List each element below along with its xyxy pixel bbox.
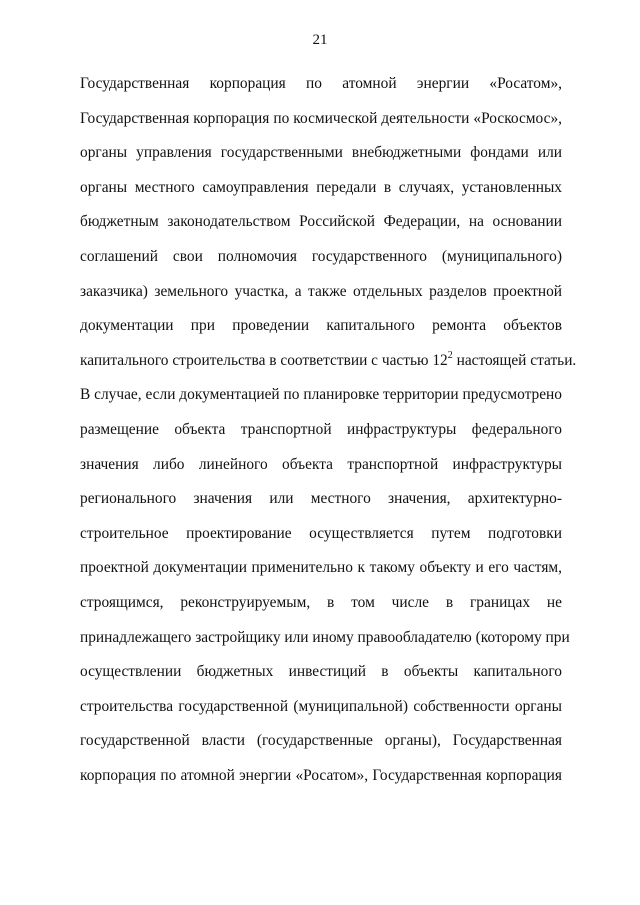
text-line: соглашений свои полномочия государственного (муниципального) bbox=[80, 247, 562, 265]
text-line: регионального значения или местного значения, архитектурно- bbox=[80, 490, 562, 508]
text-line: осуществлении бюджетных инвестиций в объекты капитального bbox=[80, 663, 562, 681]
text-line: строительства государственной (муниципальной) собственности органы bbox=[80, 697, 562, 715]
text-line: размещение объекта транспортной инфраструктуры федерального bbox=[80, 420, 562, 438]
superscript: 2 bbox=[447, 349, 453, 361]
paragraph-first-line: В случае, если документацией по планировке территории предусмотрено bbox=[80, 386, 562, 404]
text-line: Государственная корпорация по атомной энергии «Росатом», bbox=[80, 75, 562, 92]
text-line: строительное проектирование осуществляется путем подготовки bbox=[80, 524, 562, 542]
text-line: значения либо линейного объекта транспортной инфраструктуры bbox=[80, 455, 562, 473]
text-line: принадлежащего застройщику или иному правообладателю (которому при bbox=[80, 628, 570, 646]
body-text bbox=[80, 67, 577, 793]
text-line: проектной документации применительно к такому объекту и его частям, bbox=[80, 559, 562, 577]
text-line: корпорация по атомной энергии «Росатом», Государственная корпорация bbox=[80, 766, 562, 784]
text-segment: настоящей статьи. bbox=[452, 351, 577, 369]
text-line: органы местного самоуправления передали в случаях, установленных bbox=[80, 178, 562, 196]
text-line: заказчика) земельного участка, а также отдельных разделов проектной bbox=[80, 282, 562, 300]
text-line: государственной власти (государственные органы), Государственная bbox=[80, 732, 562, 750]
page-number: 21 bbox=[312, 32, 328, 48]
text-line-with-superscript bbox=[80, 344, 577, 379]
text-line: органы управления государственными внебюджетными фондами или bbox=[80, 144, 562, 162]
text-line: Государственная корпорация по космической деятельности «Роскосмос», bbox=[80, 109, 562, 127]
text-line: документации при проведении капитального ремонта объектов bbox=[80, 317, 562, 335]
text-line: бюджетным законодательством Российской Федерации, на основании bbox=[80, 213, 562, 231]
text-segment: капитального строительства в соответствии с частью 12 bbox=[80, 351, 448, 369]
text-line: строящимся, реконструируемым, в том числе в границах не bbox=[80, 593, 562, 611]
